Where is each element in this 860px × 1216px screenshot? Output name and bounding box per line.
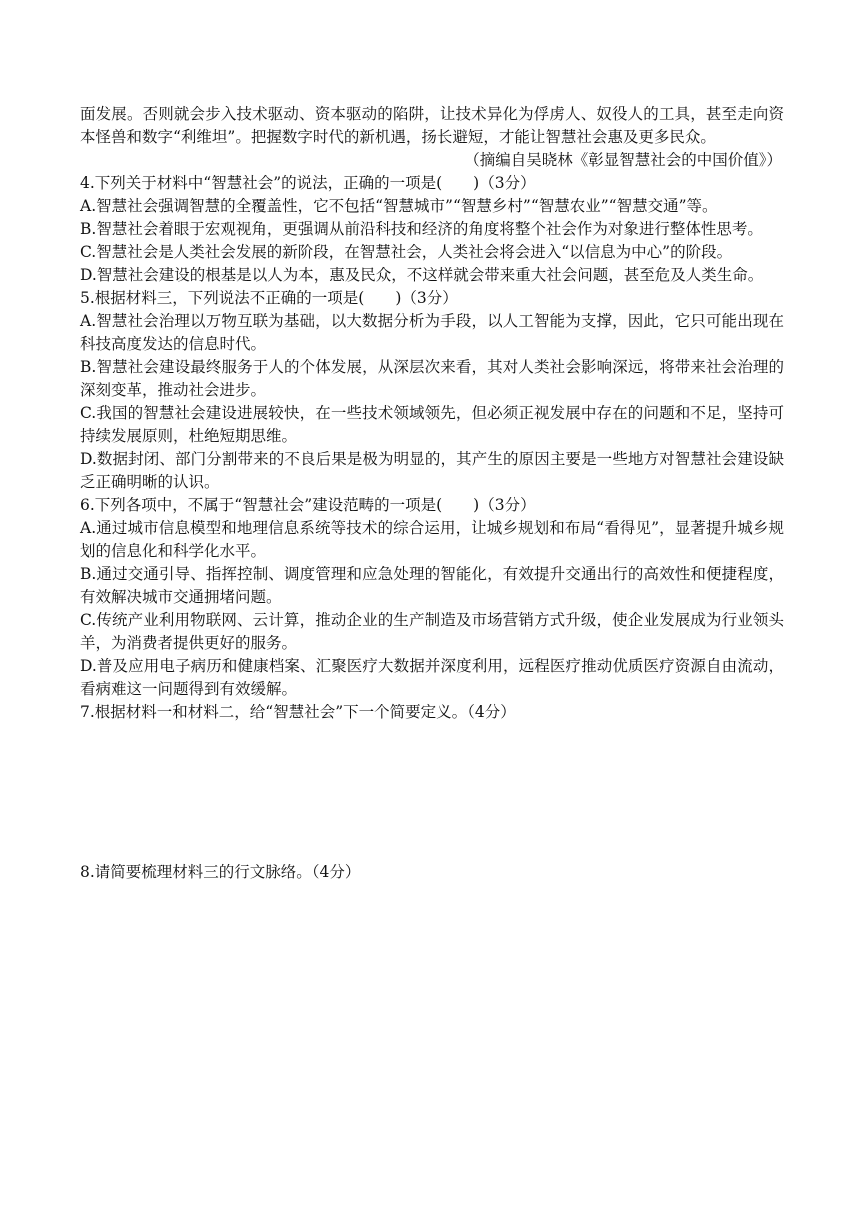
- option-a: A.智慧社会强调智慧的全覆盖性，它不包括“智慧城市”“智慧乡村”“智慧农业”“智慧交通”等。: [80, 197, 718, 215]
- option-c: C.智慧社会是人类社会发展的新阶段，在智慧社会，人类社会将会进入“以信息为中心”的阶段。: [80, 243, 733, 261]
- question-stem: 7.根据材料一和材料二，给“智慧社会”下一个简要定义。（4分）: [80, 703, 516, 721]
- question-stem: 8.请简要梳理材料三的行文脉络。（4分）: [80, 863, 361, 881]
- option-d: D.普及应用电子病历和健康档案、汇聚医疗大数据并深度利用，远程医疗推动优质医疗资源自由流动，看病难这一问题得到有效缓解。: [80, 657, 784, 698]
- option-a: A.通过城市信息模型和地理信息系统等技术的综合运用，让城乡规划和布局“看得见”，显著提升城乡规划的信息化和科学化水平。: [80, 519, 784, 560]
- page-content: [80, 103, 784, 884]
- answer-space: [80, 724, 784, 861]
- question-7: [80, 701, 784, 861]
- question-8: [80, 861, 784, 884]
- option-d: D.数据封闭、部门分割带来的不良后果是极为明显的，其产生的原因主要是一些地方对智慧社会建设缺乏正确明晰的认识。: [80, 450, 784, 491]
- question-stem: 6.下列各项中，不属于“智慧社会”建设范畴的一项是( )（3分）: [80, 496, 536, 514]
- option-b: B.智慧社会着眼于宏观视角，更强调从前沿科技和经济的角度将整个社会作为对象进行整体性思考。: [80, 220, 763, 238]
- passage-text: 面发展。否则就会步入技术驱动、资本驱动的陷阱，让技术异化为俘虏人、奴役人的工具，甚至走向资本怪兽和数字“利维坦”。把握数字时代的新机遇，扬长避短，才能让智慧社会惠及更多民众。: [80, 105, 784, 146]
- passage-source: （摘编自吴晓林《彰显智慧社会的中国价值》）: [464, 151, 782, 169]
- question-5: [80, 287, 784, 494]
- question-stem: 4.下列关于材料中“智慧社会”的说法，正确的一项是( )（3分）: [80, 174, 536, 192]
- option-b: B.通过交通引导、指挥控制、调度管理和应急处理的智能化，有效提升交通出行的高效性和便捷程度，有效解决城市交通拥堵问题。: [80, 565, 784, 606]
- option-b: B.智慧社会建设最终服务于人的个体发展，从深层次来看，其对人类社会影响深远，将带来社会治理的深刻变革，推动社会进步。: [80, 358, 784, 399]
- option-c: C.传统产业利用物联网、云计算，推动企业的生产制造及市场营销方式升级，使企业发展成为行业领头羊，为消费者提供更好的服务。: [80, 611, 784, 652]
- question-stem: 5.根据材料三，下列说法不正确的一项是( )（3分）: [80, 289, 458, 307]
- question-4: [80, 172, 784, 287]
- option-d: D.智慧社会建设的根基是以人为本，惠及民众，不这样就会带来重大社会问题，甚至危及人类生命。: [80, 266, 764, 284]
- option-a: A.智慧社会治理以万物互联为基础，以大数据分析为手段，以人工智能为支撑，因此，它只可能出现在科技高度发达的信息时代。: [80, 312, 784, 353]
- option-c: C.我国的智慧社会建设进展较快，在一些技术领域领先，但必须正视发展中存在的问题和不足，坚持可持续发展原则，杜绝短期思维。: [80, 404, 784, 445]
- question-6: [80, 494, 784, 701]
